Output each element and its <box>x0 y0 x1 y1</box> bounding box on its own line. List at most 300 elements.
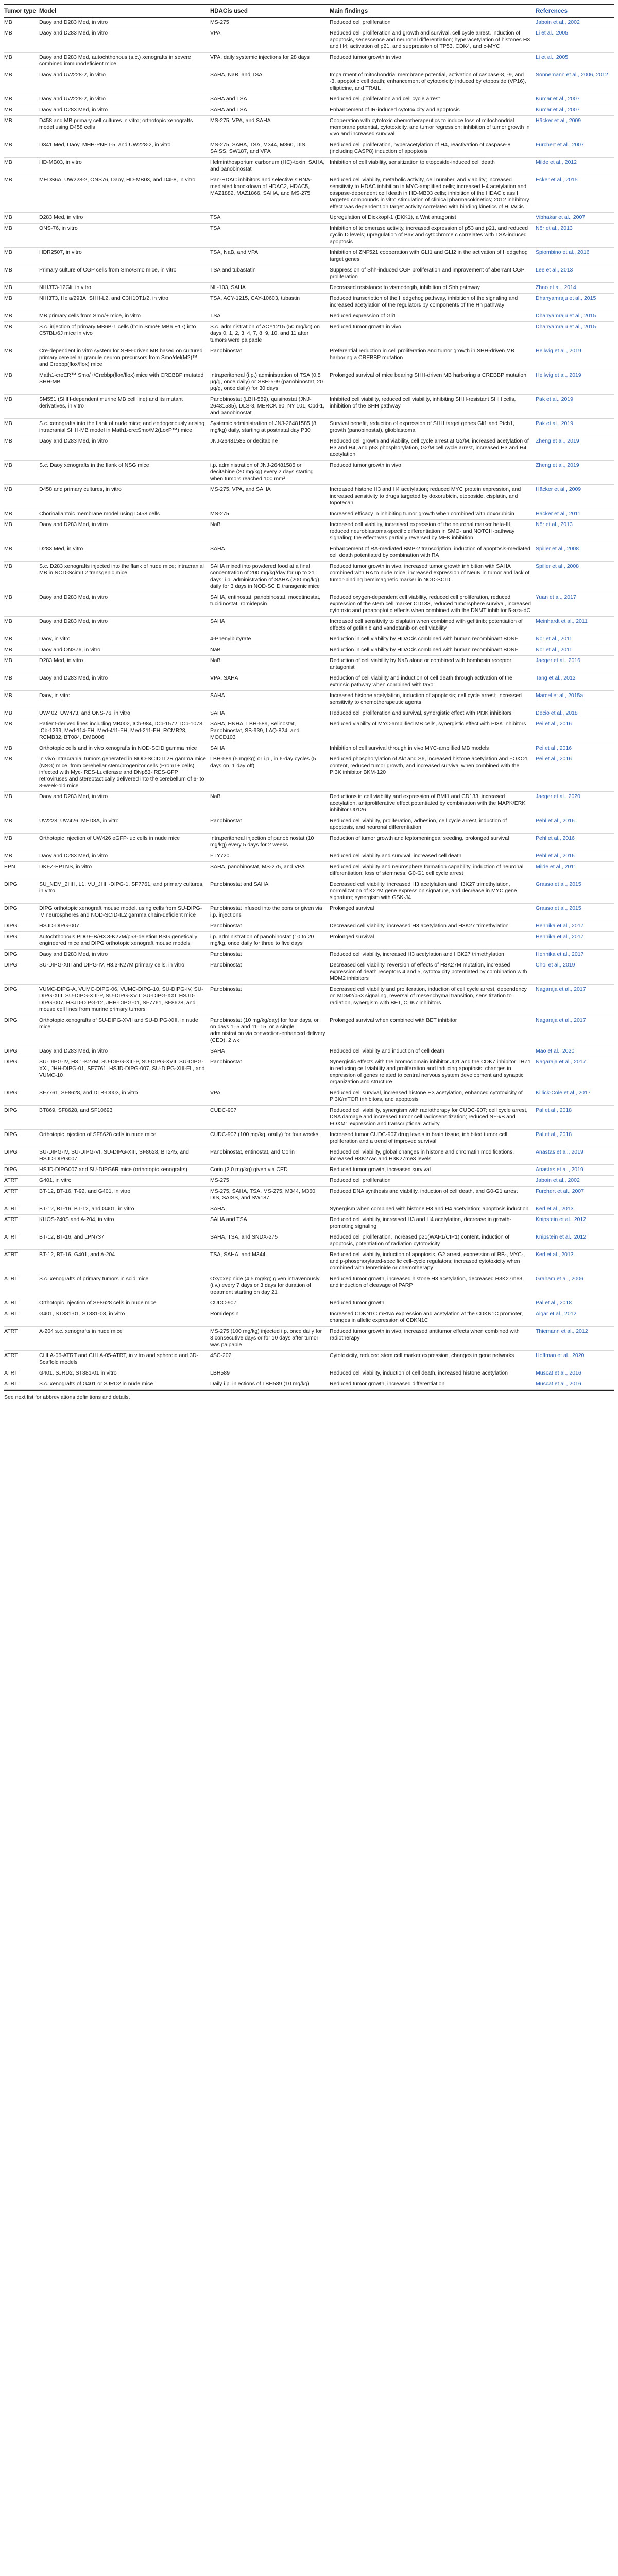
cell-findings: Decreased resistance to vismodegib, inhibition of Shh pathway <box>330 284 480 291</box>
cell-hdacis: TSA and tubastatin <box>210 267 256 273</box>
cell-hdacis: SAHA, TSA, and SNDX-275 <box>210 1234 278 1240</box>
cell-findings: Reduction of tumor growth and leptomeningeal seeding, prolonged survival <box>330 835 509 841</box>
cell-tumor-type: MB <box>4 710 12 716</box>
cell-findings: Prolonged survival <box>330 934 374 940</box>
table-row <box>4 105 614 116</box>
cell-tumor-type: MB <box>4 636 12 642</box>
cell-reference: Muscat et al., 2016 <box>536 1381 581 1387</box>
cell-findings: Reduction of cell viability and induction of cell death through activation of the extrinsic pathway when combined with taxol <box>330 675 512 688</box>
cell-findings: Reduced cell proliferation <box>330 19 391 25</box>
table-row <box>4 140 614 158</box>
cell-hdacis: CUDC-907 (100 mg/kg, orally) for four weeks <box>210 1131 319 1138</box>
cell-findings: Reduced cell viability, induction of apoptosis, G2 arrest, expression of RB-, MYC-, and p-phosphorylated-specific cell-cycle regulators; increased cytotoxicity when combined with fenretinide or chemotherapy <box>330 1251 525 1271</box>
table-row <box>4 719 614 743</box>
cell-tumor-type: MB <box>4 756 12 762</box>
cell-findings: Impairment of mitochondrial membrane potential, activation of caspase-8, -9, and -3, apoptotic cell death; enhancement of cytotoxicity induced by etoposide (VP16), ellipticine, and TRAIL <box>330 72 526 91</box>
cell-reference: Algar et al., 2012 <box>536 1311 577 1317</box>
cell-reference: Ecker et al., 2015 <box>536 177 578 183</box>
cell-findings: Reduction of cell viability by NaB alone or combined with bombesin receptor antagonist <box>330 657 512 670</box>
document-page <box>4 4 614 1400</box>
cell-model: G401, SJRD2, ST881-01 in vitro <box>39 1370 117 1376</box>
table-row <box>4 544 614 562</box>
cell-model: Daoy and D283 Med, in vitro <box>39 793 108 800</box>
cell-hdacis: Romidepsin <box>210 1311 239 1317</box>
cell-reference: Jaeger et al., 2016 <box>536 657 580 664</box>
cell-reference: Vibhakar et al., 2007 <box>536 214 586 221</box>
cell-hdacis: TSA, NaB, and VPA <box>210 249 259 256</box>
cell-model: S.c. xenografts into the flank of nude mice; and endogenously arising intracranial SHH-MB model in Math1-cre:Smo/M2(LoxP™) mice <box>39 420 205 433</box>
cell-tumor-type: MB <box>4 372 12 378</box>
cell-tumor-type: ATRT <box>4 1328 18 1334</box>
table-row <box>4 834 614 851</box>
cell-hdacis: Panobinostat infused into the pons or given via i.p. injections <box>210 905 322 918</box>
table-row <box>4 18 614 28</box>
cell-hdacis: MS-275 <box>210 19 229 25</box>
table-row <box>4 346 614 370</box>
cell-tumor-type: MB <box>4 546 12 552</box>
cell-model: Orthotopic cells and in vivo xenografts in NOD-SCID gamma mice <box>39 745 197 751</box>
cell-model: Daoy and D283 Med, in vitro <box>39 30 108 36</box>
cell-hdacis: MS-275, VPA, and SAHA <box>210 117 271 124</box>
table-row <box>4 754 614 792</box>
cell-hdacis: 4SC-202 <box>210 1352 232 1359</box>
cell-findings: Reduced cell viability and survival, increased cell death <box>330 853 462 859</box>
cell-tumor-type: ATRT <box>4 1206 18 1212</box>
cell-reference: Grasso et al., 2015 <box>536 881 581 887</box>
cell-tumor-type: DIPG <box>4 1048 18 1054</box>
header-hdacis-used: HDACis used <box>210 8 248 14</box>
table-row <box>4 851 614 862</box>
table-row <box>4 1057 614 1088</box>
table-row <box>4 562 614 592</box>
cell-tumor-type: ATRT <box>4 1370 18 1376</box>
cell-hdacis: MS-275 <box>210 1177 229 1183</box>
cell-reference: Furchert et al., 2007 <box>536 142 584 148</box>
table-row <box>4 485 614 509</box>
cell-reference: Decio et al., 2018 <box>536 710 578 716</box>
cell-findings: Reduced expression of Gli1 <box>330 313 396 319</box>
cell-reference: Grasso et al., 2015 <box>536 905 581 911</box>
cell-findings: Inhibited cell viability, reduced cell viability, inhibiting SHH-resistant SHH cells, inhibition of the SHH pathway <box>330 396 516 409</box>
cell-findings: Reduced cell viability and induction of cell death <box>330 1048 444 1054</box>
cell-model: Daoy, in vitro <box>39 636 71 642</box>
table-row <box>4 634 614 645</box>
cell-hdacis: Intraperitoneal (i.p.) administration of TSA (0.5 µg/g, once daily) or SBH-599 (panobinostat, 20 µg/g, once daily) for 30 days <box>210 372 323 392</box>
cell-tumor-type: MB <box>4 793 12 800</box>
cell-reference: Pak et al., 2019 <box>536 396 573 402</box>
table-row <box>4 1351 614 1368</box>
cell-tumor-type: MB <box>4 249 12 256</box>
cell-tumor-type: DIPG <box>4 881 18 887</box>
cell-model: MB primary cells from Smo/+ mice, in vitro <box>39 313 141 319</box>
cell-model: DKFZ-EP1NS, in vitro <box>39 863 92 870</box>
cell-reference: Nör et al., 2011 <box>536 647 573 653</box>
cell-findings: Reduced cell viability, proliferation, adhesion, cell cycle arrest, induction of apoptosis, and neuronal differentiation <box>330 818 507 831</box>
cell-hdacis: MS-275, SAHA, TSA, MS-275, M344, M360, DIS, SAISS, and SW187 <box>210 1188 317 1201</box>
cell-reference: Yuan et al., 2017 <box>536 594 576 600</box>
cell-model: SU-DIPG-IV, SU-DIPG-VI, SU-DIPG-XIII, SF8628, BT245, and HSJD-DIPG007 <box>39 1149 189 1162</box>
cell-findings: Preferential reduction in cell proliferation and tumor growth in SHH-driven MB harboring a CREBBP mutation <box>330 348 514 361</box>
cell-model: Orthotopic injection of SF8628 cells in nude mice <box>39 1300 157 1306</box>
table-footnote: See next list for abbreviations definitions and details. <box>4 1394 130 1400</box>
cell-findings: Synergistic effects with the bromodomain inhibitor JQ1 and the CDK7 inhibitor THZ1 in reducing cell viability and proliferation and inducing apoptosis; changes in expression of genes related to central nervous system development and synaptic organization and structure <box>330 1059 531 1085</box>
cell-tumor-type: DIPG <box>4 1090 18 1096</box>
table-row <box>4 1147 614 1165</box>
table-row <box>4 743 614 754</box>
bottom-rule <box>4 1390 614 1391</box>
cell-model: BT-12, BT-16, BT-12, and G401, in vitro <box>39 1206 134 1212</box>
cell-tumor-type: MB <box>4 72 12 78</box>
cell-model: Daoy and D283 Med, in vitro <box>39 853 108 859</box>
cell-tumor-type: ATRT <box>4 1276 18 1282</box>
cell-hdacis: SAHA, entinostat, panobinostat, mocetinostat, tucidinostat, romidepsin <box>210 594 321 607</box>
cell-hdacis: S.c. administration of ACY1215 (50 mg/kg) on days 0, 1, 2, 3, 4, 7, 8, 9, 10, and 11 after tumors were palpable <box>210 324 320 343</box>
cell-reference: Meinhardt et al., 2011 <box>536 618 588 624</box>
cell-hdacis: MS-275 (100 mg/kg) injected i.p. once daily for 8 consecutive days or for 10 days after tumor was palpable <box>210 1328 322 1348</box>
cell-model: Daoy and D283 Med, in vitro <box>39 521 108 528</box>
cell-hdacis: VPA, SAHA <box>210 675 238 681</box>
cell-reference: Nör et al., 2013 <box>536 521 573 528</box>
cell-hdacis: Panobinostat and SAHA <box>210 881 269 887</box>
cell-findings: Reductions in cell viability and expression of BMI1 and CD133, increased acetylation, antiproliferative effect potentiated by combination with the MAPK/ERK inhibitor U0126 <box>330 793 526 813</box>
cell-tumor-type: MB <box>4 594 12 600</box>
cell-reference: Kumar et al., 2007 <box>536 107 580 113</box>
table-row <box>4 283 614 294</box>
cell-reference: Anastas et al., 2019 <box>536 1149 583 1155</box>
cell-model: Patient-derived lines including MB002, ICb-984, ICb-1572, ICb-1078, ICb-1299, Med-114-FH, Med-411-FH, Med-211-FH, RCMB28, RCMB32, BT084, DMB006 <box>39 721 204 740</box>
cell-tumor-type: MB <box>4 618 12 624</box>
cell-findings: Reduced cell proliferation and cell cycle arrest <box>330 96 440 102</box>
cell-findings: Reduction in cell viability by HDACis combined with human recombinant BDNF <box>330 647 518 653</box>
cell-tumor-type: DIPG <box>4 1131 18 1138</box>
cell-findings: Reduced viability of MYC-amplified MB cells, synergistic effect with PI3K inhibitors <box>330 721 526 727</box>
cell-tumor-type: MB <box>4 225 12 231</box>
cell-findings: Inhibition of cell survival through in vivo MYC-amplified MB models <box>330 745 489 751</box>
cell-hdacis: VPA <box>210 1090 221 1096</box>
cell-reference: Jaboin et al., 2002 <box>536 1177 580 1183</box>
cell-model: CHLA-06-ATRT and CHLA-05-ATRT, in vitro and spheroid and 3D-Scaffold models <box>39 1352 198 1365</box>
table-row <box>4 311 614 322</box>
cell-model: S.c. xenografts of G401 or SJRD2 in nude mice <box>39 1381 153 1387</box>
cell-model: ONS-76, in vitro <box>39 225 78 231</box>
cell-tumor-type: EPN <box>4 863 15 870</box>
table-row <box>4 224 614 248</box>
cell-hdacis: SAHA, NaB, and TSA <box>210 72 263 78</box>
cell-hdacis: SAHA and TSA <box>210 96 247 102</box>
cell-tumor-type: MB <box>4 692 12 699</box>
cell-findings: Reduced transcription of the Hedgehog pathway, inhibition of the signaling and increased acetylation of the regulators by components of the Hh pathway <box>330 295 518 308</box>
cell-hdacis: Panobinostat <box>210 951 242 957</box>
table-row <box>4 53 614 70</box>
table-row <box>4 1187 614 1204</box>
cell-model: HDR2507, in vitro <box>39 249 82 256</box>
table-row <box>4 921 614 932</box>
cell-reference: Pak et al., 2019 <box>536 420 573 427</box>
cell-hdacis: CUDC-907 <box>210 1107 237 1113</box>
cell-model: Daoy and D283 Med, in vitro <box>39 107 108 113</box>
cell-findings: Decreased cell viability, increased H3 acetylation and H3K27 trimethylation, normalization of K27M gene expression signature, and decrease in MYC gene signature; synergism with GSK-J4 <box>330 881 517 901</box>
table-row <box>4 322 614 346</box>
cell-model: Daoy and D283 Med, in vitro <box>39 1048 108 1054</box>
cell-reference: Li et al., 2005 <box>536 54 569 60</box>
cell-reference: Furchert et al., 2007 <box>536 1188 584 1194</box>
cell-model: Daoy and D283 Med, autochthonous (s.c.) xenografts in severe combined immunodeficient mice <box>39 54 191 67</box>
cell-hdacis: Panobinostat, entinostat, and Corin <box>210 1149 295 1155</box>
cell-tumor-type: ATRT <box>4 1352 18 1359</box>
cell-findings: Reduced cell survival, increased histone H3 acetylation, enhanced cytotoxicity of PI3K/mTOR inhibitors, and apoptosis <box>330 1090 523 1103</box>
cell-hdacis: Helminthosporium carbonum (HC)-toxin, SAHA, and panobinostat <box>210 159 325 172</box>
cell-model: G401, ST881-01, ST881-03, in vitro <box>39 1311 125 1317</box>
cell-hdacis: NaB <box>210 657 221 664</box>
cell-reference: Jaeger et al., 2020 <box>536 793 580 800</box>
cell-reference: Muscat et al., 2016 <box>536 1370 581 1376</box>
cell-reference: Marcel et al., 2015a <box>536 692 583 699</box>
cell-findings: Synergism when combined with histone H3 and H4 acetylation; apoptosis induction <box>330 1206 529 1212</box>
cell-tumor-type: MB <box>4 348 12 354</box>
cell-reference: Häcker et al., 2009 <box>536 117 581 124</box>
table-row <box>4 395 614 419</box>
cell-reference: Kumar et al., 2007 <box>536 96 580 102</box>
cell-hdacis: NaB <box>210 647 221 653</box>
table-row <box>4 1379 614 1390</box>
cell-model: Cre-dependent in vitro system for SHH-driven MB based on cultured primary cerebellar granule neuron precursors from Smo/del(M2)™ and Crebbp(flox/flox) mice <box>39 348 203 367</box>
cell-model: Daoy, in vitro <box>39 692 71 699</box>
cell-reference: Pei et al., 2016 <box>536 745 572 751</box>
cell-reference: Choi et al., 2019 <box>536 962 575 968</box>
cell-model: D283 Med, in vitro <box>39 657 83 664</box>
cell-tumor-type: ATRT <box>4 1216 18 1223</box>
cell-model: UW402, UW473, and ONS-76, in vitro <box>39 710 130 716</box>
cell-tumor-type: MB <box>4 647 12 653</box>
cell-findings: Increased CDKN1C mRNA expression and acetylation at the CDKN1C promoter, changes in allelic expression of CDKN1C <box>330 1311 523 1324</box>
cell-reference: Hennika et al., 2017 <box>536 934 584 940</box>
cell-model: BT-12, BT-16, and LPN737 <box>39 1234 105 1240</box>
cell-findings: Enhancement of RA-mediated BMP-2 transcription, induction of apoptosis-mediated cell death potentiated by combination with RA <box>330 546 530 558</box>
cell-reference: Dhanyamraju et al., 2015 <box>536 313 596 319</box>
table-row <box>4 656 614 673</box>
table-row <box>4 592 614 617</box>
cell-model: BT869, SF8628, and SF10693 <box>39 1107 113 1113</box>
cell-model: NIH3T3-12Gli, in vitro <box>39 284 91 291</box>
table-row <box>4 645 614 656</box>
cell-hdacis: SAHA <box>210 710 225 716</box>
cell-model: S.c. xenografts of primary tumors in scid mice <box>39 1276 149 1282</box>
cell-findings: Reduced cell viability, increased H3 and H4 acetylation, decrease in growth-promoting signaling <box>330 1216 511 1229</box>
cell-tumor-type: MB <box>4 563 12 569</box>
table-row <box>4 1165 614 1176</box>
cell-reference: Hennika et al., 2017 <box>536 923 584 929</box>
cell-findings: Reduced cell proliferation <box>330 1177 391 1183</box>
cell-tumor-type: DIPG <box>4 905 18 911</box>
cell-tumor-type: MB <box>4 30 12 36</box>
table-row <box>4 1204 614 1215</box>
table-row <box>4 950 614 960</box>
cell-hdacis: MS-275, SAHA, TSA, M344, M360, DIS, SAISS, SW187, and VPA <box>210 142 307 155</box>
table-row <box>4 175 614 213</box>
cell-model: A-204 s.c. xenografts in nude mice <box>39 1328 123 1334</box>
cell-findings: Reduced cell viability, induction of cell death, increased histone acetylation <box>330 1370 508 1376</box>
cell-reference: Zhao et al., 2014 <box>536 284 576 291</box>
cell-model: Daoy and ONS76, in vitro <box>39 647 101 653</box>
cell-tumor-type: MB <box>4 214 12 221</box>
cell-tumor-type: ATRT <box>4 1300 18 1306</box>
cell-reference: Nör et al., 2011 <box>536 636 573 642</box>
cell-tumor-type: MB <box>4 177 12 183</box>
cell-reference: Pal et al., 2018 <box>536 1107 572 1113</box>
cell-reference: Nagaraja et al., 2017 <box>536 1059 586 1065</box>
cell-model: G401, in vitro <box>39 1177 72 1183</box>
cell-model: D283 Med, in vitro <box>39 546 83 552</box>
cell-findings: Reduced tumor growth, increased survival <box>330 1166 431 1173</box>
cell-model: Daoy and UW228-2, in vitro <box>39 96 106 102</box>
cell-findings: Reduced tumor growth in vivo, increased antitumor effects when combined with radiotherapy <box>330 1328 520 1341</box>
cell-hdacis: Panobinostat <box>210 923 242 929</box>
cell-reference: Milde et al., 2012 <box>536 159 577 165</box>
cell-tumor-type: MB <box>4 420 12 427</box>
cell-tumor-type: MB <box>4 511 12 517</box>
table-row <box>4 691 614 708</box>
cell-hdacis: i.p. administration of JNJ-26481585 or decitabine (20 mg/kg) every 2 days starting when tumors reached 100 mm³ <box>210 462 314 482</box>
cell-model: S.c. Daoy xenografts in the flank of NSG mice <box>39 462 149 468</box>
cell-reference: Häcker et al., 2009 <box>536 486 581 493</box>
cell-findings: Reduced tumor growth in vivo <box>330 462 401 468</box>
table-row <box>4 1368 614 1379</box>
cell-reference: Pehl et al., 2016 <box>536 853 575 859</box>
cell-model: Daoy and D283 Med, in vitro <box>39 19 108 25</box>
cell-hdacis: i.p. administration of panobinostat (10 to 20 mg/kg, once daily for three to five days <box>210 934 314 946</box>
cell-tumor-type: DIPG <box>4 1017 18 1023</box>
cell-model: SU_NEM_2HH, L1, VU_JHH-DIPG-1, SF7761, and primary cultures, in vitro <box>39 881 204 894</box>
table-row <box>4 213 614 224</box>
cell-findings: Cooperation with cytotoxic chemotherapeutics to induce loss of mitochondrial membrane potential, cytotoxicity, and tumor regression; inhibition of tumor growth in vivo and increased survival <box>330 117 530 137</box>
cell-hdacis: TSA <box>210 225 221 231</box>
cell-tumor-type: ATRT <box>4 1234 18 1240</box>
cell-tumor-type: MB <box>4 438 12 444</box>
cell-hdacis: 4-Phenylbutyrate <box>210 636 251 642</box>
table-row <box>4 1298 614 1309</box>
cell-tumor-type: MB <box>4 117 12 124</box>
cell-findings: Reduced tumor growth in vivo, increased tumor growth inhibition with SAHA combined with RA to nude mice; increased expression of NeuN in tumor and lack of tumor-binding hemimagnetic marker in NOD-SCID <box>330 563 530 583</box>
cell-findings: Reduced tumor growth in vivo <box>330 324 401 330</box>
cell-reference: Häcker et al., 2011 <box>536 511 581 517</box>
cell-findings: Reduced cell viability, increased H3 acetylation and H3K27 trimethylation <box>330 951 504 957</box>
cell-model: S.c. D283 xenografts injected into the flank of nude mice; intracranial MB in NOD-ScimIL2 transgenic mice <box>39 563 204 576</box>
cell-reference: Pehl et al., 2016 <box>536 818 575 824</box>
cell-reference: Hoffman et al., 2020 <box>536 1352 585 1359</box>
cell-findings: Survival benefit, reduction of expression of SHH target genes Gli1 and Ptch1, growth (panobinostat), glioblastoma <box>330 420 514 433</box>
cell-reference: Milde et al., 2011 <box>536 863 577 870</box>
table-row <box>4 265 614 283</box>
cell-tumor-type: MB <box>4 657 12 664</box>
cell-hdacis: NaB <box>210 793 221 800</box>
cell-hdacis: FTY720 <box>210 853 230 859</box>
table-row <box>4 461 614 485</box>
table-row <box>4 1130 614 1147</box>
cell-reference: Hellwig et al., 2019 <box>536 372 581 378</box>
cell-hdacis: TSA, SAHA, and M344 <box>210 1251 266 1258</box>
cell-tumor-type: MB <box>4 324 12 330</box>
cell-reference: Zheng et al., 2019 <box>536 438 579 444</box>
cell-hdacis: JNJ-26481585 or decitabine <box>210 438 278 444</box>
cell-tumor-type: MB <box>4 486 12 493</box>
table-row <box>4 28 614 53</box>
cell-findings: Reduced tumor growth, increased histone H3 acetylation, decreased H3K27me3, and induction of cleavage of PARP <box>330 1276 524 1289</box>
cell-reference: Lee et al., 2013 <box>536 267 573 273</box>
cell-tumor-type: ATRT <box>4 1251 18 1258</box>
cell-hdacis: Oxyoxepinide (4.5 mg/kg) given intravenously (i.v.) every 7 days or 3 days for duration of treatment starting on day 21 <box>210 1276 320 1295</box>
cell-hdacis: Panobinostat (LBH-589), quisinostat (JNJ-26481585), DLS-3, MERCK 60, NY 101, Cpd-1, and panobinostat <box>210 396 325 416</box>
table-row <box>4 116 614 140</box>
cell-hdacis: Panobinostat <box>210 1059 242 1065</box>
cell-findings: Reduction in cell viability by HDACis combined with human recombinant BDNF <box>330 636 518 642</box>
cell-tumor-type: MB <box>4 835 12 841</box>
table-row <box>4 94 614 105</box>
cell-findings: Reduced cell viability and neurosphere formation capability, induction of neuronal differentiation; loss of stemness; G0-G1 cell cycle arrest <box>330 863 524 876</box>
cell-reference: Kerl et al., 2013 <box>536 1206 574 1212</box>
cell-reference: Spiombino et al., 2016 <box>536 249 590 256</box>
cell-hdacis: SAHA <box>210 745 225 751</box>
cell-tumor-type: MB <box>4 396 12 402</box>
cell-model: D458 and MB primary cell cultures in vitro; orthotopic xenografts model using D458 cells <box>39 117 193 130</box>
table-row <box>4 1232 614 1250</box>
cell-hdacis: CUDC-907 <box>210 1300 237 1306</box>
cell-findings: Reduced tumor growth <box>330 1300 385 1306</box>
table-row <box>4 158 614 175</box>
table-header <box>4 5 614 18</box>
cell-model: SU-DIPG-IV, H3.1-K27M, SU-DIPG-XIII-P, SU-DIPG-XVII, SU-DIPG-XXI, JHH-DIPG-01, SF7761, HSJD-DIPG-007, SU-DIPG-XIII-FL, and VUMC-10 <box>39 1059 205 1078</box>
cell-reference: Mao et al., 2020 <box>536 1048 575 1054</box>
cell-reference: Anastas et al., 2019 <box>536 1166 583 1173</box>
cell-reference: Tang et al., 2012 <box>536 675 576 681</box>
cell-findings: Reduced cell growth and viability, cell cycle arrest at G2/M, increased acetylation of H3 and H4, and p53 phosphorylation, G2/M cell cycle arrest, increased H3 and H4 acetylation <box>330 438 529 457</box>
cell-model: Daoy and UW228-2, in vitro <box>39 72 106 78</box>
cell-findings: Suppression of Shh-induced CGP proliferation and improvement of aberrant CGP proliferation <box>330 267 525 280</box>
cell-tumor-type: DIPG <box>4 1166 18 1173</box>
cell-tumor-type: ATRT <box>4 1188 18 1194</box>
table-row <box>4 960 614 985</box>
table-row <box>4 1327 614 1351</box>
cell-reference: Spiller et al., 2008 <box>536 546 579 552</box>
cell-findings: Reduced cell viability, metabolic activity, cell number, and viability; increased sensitivity to HDAC inhibition in MYC-amplified cells; increased H4 acetylation and caspase-dependent cell death in HD-MB03 cells; inhibition of the HDAC class I targeted compounds in vitro stimulation of clinical pharmacokinetics; 2012 inhibitory effect was dependent on target activity correlated with binding kinetics of HDACis <box>330 177 529 210</box>
cell-findings: Prolonged survival <box>330 905 374 911</box>
cell-model: MEDS6A, UW228-2, ONS76, Daoy, HD-MB03, and D458, in vitro <box>39 177 196 183</box>
table-row <box>4 294 614 311</box>
cell-findings: Prolonged survival of mice bearing SHH-driven MB harboring a CREBBP mutation <box>330 372 527 378</box>
cell-findings: Decreased cell viability, reversion of effects of H3K27M mutation, increased expression of death receptors 4 and 5, cytotoxicity potentiated by combination with MDM2 inhibitors <box>330 962 527 981</box>
table-row <box>4 70 614 94</box>
cell-hdacis: VPA <box>210 30 221 36</box>
cell-findings: Reduced cell viability, synergism with radiotherapy for CUDC-907; cell cycle arrest, DNA damage and increased tumor cell radiosensitization; reduced NF-κB and FOXM1 expression and transcriptional activity <box>330 1107 528 1127</box>
cell-reference: Pei et al., 2016 <box>536 721 572 727</box>
cell-tumor-type: DIPG <box>4 1107 18 1113</box>
cell-reference: Pal et al., 2018 <box>536 1131 572 1138</box>
table-row <box>4 1046 614 1057</box>
cell-tumor-type: MB <box>4 96 12 102</box>
cell-hdacis: Daily i.p. injections of LBH589 (10 mg/kg) <box>210 1381 310 1387</box>
cell-tumor-type: MB <box>4 107 12 113</box>
cell-hdacis: SAHA <box>210 546 225 552</box>
cell-tumor-type: DIPG <box>4 934 18 940</box>
cell-model: In vivo intracranial tumors generated in NOD-SCID IL2R gamma mice (NSG) mice, from cerebellar stem/progenitor cells (Prom1+ cells) infected with Myc-IRES-Luciferase and DNp53-IRES-GFP retroviruses and stereotactically delivered into the cerebellum of 6- to 8-week-old mice <box>39 756 206 789</box>
cell-model: UW228, UW426, MED8A, in vitro <box>39 818 119 824</box>
cell-reference: Nagaraja et al., 2017 <box>536 1017 586 1023</box>
header-references: References <box>536 8 568 14</box>
cell-tumor-type: MB <box>4 521 12 528</box>
cell-findings: Reduced cell proliferation, hyperacetylation of H4, reactivation of caspase-8 (including CASP8) induction of apoptosis <box>330 142 511 155</box>
cell-model: VUMC-DIPG-A, VUMC-DIPG-06, VUMC-DIPG-10, SU-DIPG-IV, SU-DIPG-XIII, SU-DIPG-XIII-P, SU-DIPG-XVII, SU-DIPG-XXI, HSJD-DIPG-007, HSJD-DIPG-12, JHH-DIPG-01, SF7761, SF8628, and mouse cell lines from murine primary tumors <box>39 986 203 1012</box>
cell-findings: Inhibition of ZNF521 cooperation with GLI1 and GLI2 in the activation of Hedgehog target genes <box>330 249 528 262</box>
cell-findings: Reduced cell viability, global changes in histone and chromatin modifications, increased H3K27ac and H3K27me3 levels <box>330 1149 514 1162</box>
